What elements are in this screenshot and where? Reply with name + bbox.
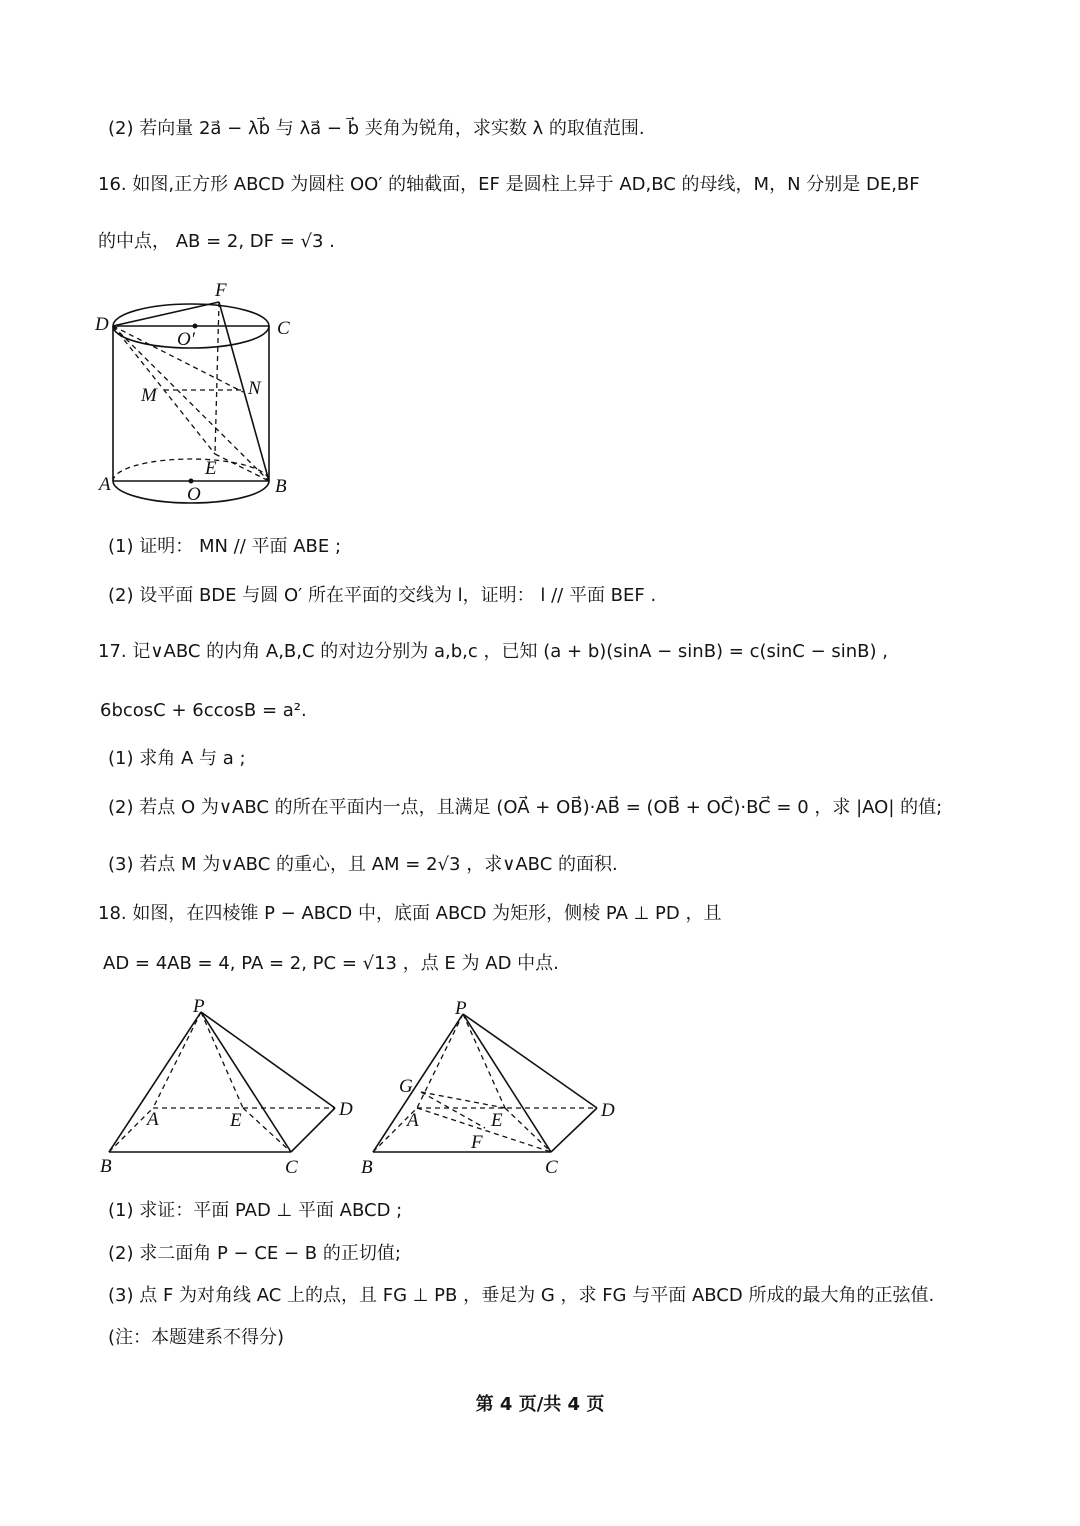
q18-part1: (1) 求证：平面 PAD ⊥ 平面 ABCD ; bbox=[108, 1200, 403, 1221]
q17-part2: (2) 若点 O 为∨ABC 的所在平面内一点，且满足 (OA⃗ + OB⃗)·AB⃗ = (OB⃗ + OC⃗)·BC⃗ = 0 ，求 |AO| 的值; bbox=[108, 797, 943, 818]
pyramid-figure-left bbox=[95, 996, 365, 1180]
q18-part3: (3) 点 F 为对角线 AC 上的点，且 FG ⊥ PB ，垂足为 G ，求 FG 与平面 ABCD 所成的最大角的正弦值. bbox=[108, 1285, 935, 1306]
q16-stem-line2: 的中点， AB = 2, DF = √3 . bbox=[98, 231, 335, 252]
label-B: B bbox=[275, 476, 287, 497]
label-D: D bbox=[95, 314, 109, 335]
label-N: N bbox=[248, 378, 261, 399]
label-A: A bbox=[99, 474, 111, 495]
q18-part2: (2) 求二面角 P − CE − B 的正切值; bbox=[108, 1243, 401, 1264]
label-D: D bbox=[601, 1100, 615, 1121]
label-E: E bbox=[205, 458, 217, 479]
q15-part2: (2) 若向量 2a⃗ − λb⃗ 与 λa⃗ − b⃗ 夹角为锐角，求实数 λ 的取值范围. bbox=[108, 118, 645, 139]
label-E: E bbox=[491, 1110, 503, 1131]
q16-stem-line1: 16. 如图,正方形 ABCD 为圆柱 OO′ 的轴截面，EF 是圆柱上异于 AD,BC 的母线，M，N 分别是 DE,BF bbox=[98, 174, 920, 195]
q17-stem-line1: 17. 记∨ABC 的内角 A,B,C 的对边分别为 a,b,c ，已知 (a + b)(sinA − sinB) = c(sinC − sinB) , bbox=[98, 641, 888, 662]
page-footer: 第 4 页/共 4 页 bbox=[475, 1394, 605, 1415]
label-G: G bbox=[399, 1076, 413, 1097]
q18-stem-line1: 18. 如图，在四棱锥 P − ABCD 中，底面 ABCD 为矩形，侧棱 PA ⊥ PD ，且 bbox=[98, 903, 722, 924]
label-C: C bbox=[545, 1157, 558, 1178]
label-A: A bbox=[147, 1109, 159, 1130]
label-F: F bbox=[215, 280, 227, 301]
label-O: O bbox=[187, 484, 201, 505]
q16-part2: (2) 设平面 BDE 与圆 O′ 所在平面的交线为 l，证明： l // 平面 BEF . bbox=[108, 585, 657, 606]
label-E: E bbox=[230, 1110, 242, 1131]
label-F: F bbox=[471, 1132, 483, 1153]
label-P: P bbox=[455, 998, 467, 1019]
q17-part3: (3) 若点 M 为∨ABC 的重心，且 AM = 2√3 ，求∨ABC 的面积. bbox=[108, 854, 618, 875]
q17-part1: (1) 求角 A 与 a ; bbox=[108, 748, 246, 769]
label-P: P bbox=[193, 996, 205, 1017]
cylinder-figure bbox=[95, 278, 310, 510]
label-C: C bbox=[277, 318, 290, 339]
label-A: A bbox=[407, 1110, 419, 1131]
pyramid-figure-right bbox=[355, 996, 625, 1180]
q17-stem-line2: 6bcosC + 6ccosB = a². bbox=[100, 700, 307, 721]
q18-stem-line2: AD = 4AB = 4, PA = 2, PC = √13 ，点 E 为 AD 中点. bbox=[103, 953, 559, 974]
bottom-ellipse-back bbox=[113, 459, 269, 481]
q18-note: (注：本题建系不得分) bbox=[108, 1327, 285, 1348]
q16-part1: (1) 证明： MN // 平面 ABE ; bbox=[108, 536, 342, 557]
label-M: M bbox=[141, 385, 157, 406]
label-B: B bbox=[100, 1156, 112, 1177]
label-C: C bbox=[285, 1157, 298, 1178]
label-O1: O′ bbox=[177, 329, 195, 350]
label-B: B bbox=[361, 1157, 373, 1178]
label-D: D bbox=[339, 1099, 353, 1120]
